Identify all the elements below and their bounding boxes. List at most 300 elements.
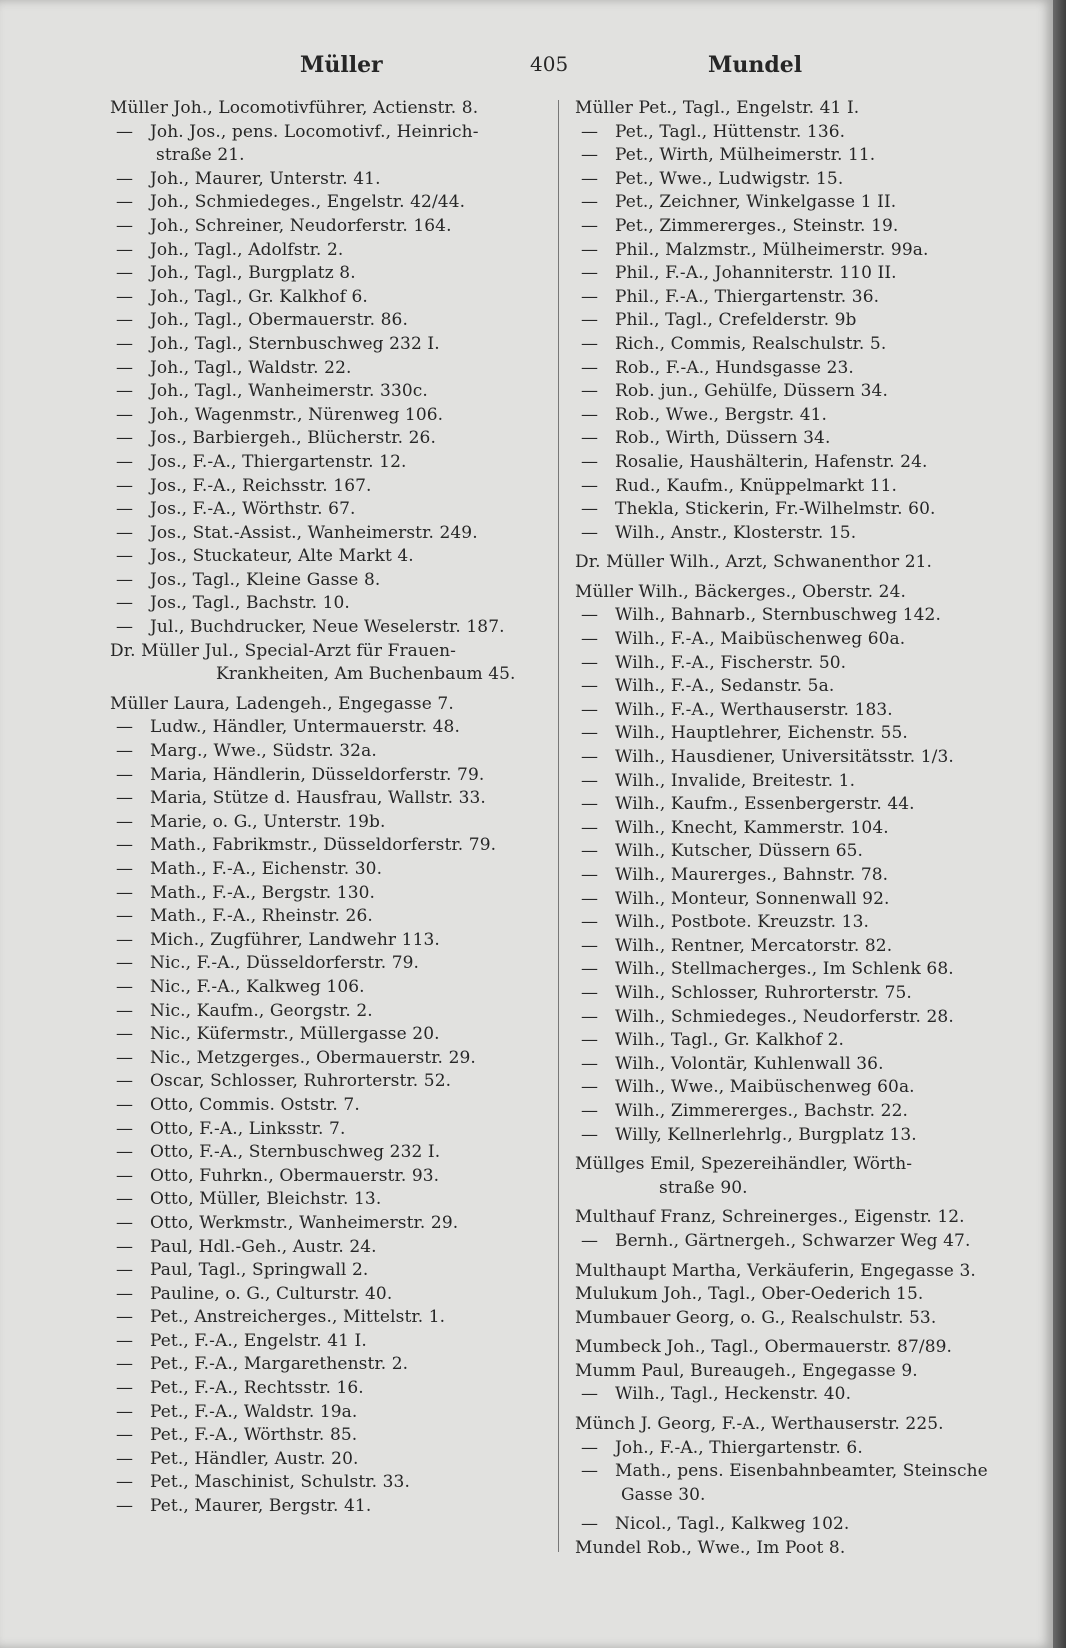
entry-text: Joh., Tagl., Obermauerstr. 86. bbox=[150, 310, 408, 331]
directory-entry bbox=[575, 427, 1013, 451]
entry-text: Rob., F.-A., Hundsgasse 23. bbox=[615, 357, 854, 378]
ditto-dash: — bbox=[116, 1142, 134, 1163]
directory-entry bbox=[110, 451, 550, 475]
entry-text: Joh., Tagl., Adolfstr. 2. bbox=[150, 239, 344, 260]
directory-entry bbox=[110, 1236, 550, 1260]
ditto-dash: — bbox=[116, 168, 134, 189]
directory-entry bbox=[110, 522, 550, 546]
entry-text: Wilh., Hauptlehrer, Eichenstr. 55. bbox=[615, 723, 908, 744]
ditto-dash: — bbox=[581, 1461, 599, 1482]
entry-text: Otto, Fuhrkn., Obermauerstr. 93. bbox=[150, 1165, 440, 1186]
entry-text: Phil., F.-A., Thiergartenstr. 36. bbox=[615, 286, 880, 307]
directory-entry bbox=[110, 1377, 550, 1401]
directory-entry bbox=[575, 652, 1013, 676]
ditto-dash: — bbox=[116, 192, 134, 213]
directory-entry bbox=[575, 699, 1013, 723]
ditto-dash: — bbox=[581, 381, 599, 402]
ditto-dash: — bbox=[581, 1030, 599, 1051]
directory-entry bbox=[110, 286, 550, 310]
directory-entry bbox=[110, 97, 550, 121]
entry-continuation: Krankheiten, Am Buchenbaum 45. bbox=[216, 664, 516, 685]
entry-text: Otto, Müller, Bleichstr. 13. bbox=[150, 1189, 382, 1210]
directory-entry bbox=[110, 1259, 550, 1283]
entry-text: Wilh., Schmiedeges., Neudorferstr. 28. bbox=[615, 1006, 954, 1027]
ditto-dash: — bbox=[581, 865, 599, 885]
entry-text: Wilh., Hausdiener, Universitätsstr. 1/3. bbox=[615, 747, 954, 768]
ditto-dash: — bbox=[581, 428, 599, 449]
directory-entry bbox=[575, 817, 1013, 841]
ditto-dash: — bbox=[581, 959, 599, 980]
directory-entry bbox=[110, 1330, 550, 1354]
ditto-dash: — bbox=[581, 1006, 599, 1027]
ditto-dash: — bbox=[581, 1100, 599, 1121]
ditto-dash: — bbox=[581, 168, 599, 189]
entry-text: Bernh., Gärtnergeh., Schwarzer Weg 47. bbox=[615, 1230, 971, 1251]
entry-text: Pet., Wwe., Ludwigstr. 15. bbox=[615, 168, 844, 189]
directory-entry bbox=[575, 840, 1013, 864]
entry-text: Phil., F.-A., Johanniterstr. 110 II. bbox=[615, 263, 897, 284]
left-column bbox=[110, 97, 550, 1519]
ditto-dash: — bbox=[581, 817, 599, 838]
directory-entry bbox=[110, 952, 550, 976]
directory-entry bbox=[575, 675, 1013, 699]
ditto-dash: — bbox=[116, 1212, 134, 1233]
ditto-dash: — bbox=[116, 1118, 134, 1139]
entry-text: Mich., Zugführer, Landwehr 113. bbox=[150, 929, 440, 950]
entry-text: Phil., Tagl., Crefelderstr. 9b bbox=[615, 310, 857, 331]
entry-text: Mumm Paul, Bureaugeh., Engegasse 9. bbox=[575, 1360, 918, 1381]
directory-entry bbox=[575, 309, 1013, 333]
entry-text: Phil., Malzmstr., Mülheimerstr. 99a. bbox=[615, 239, 929, 260]
entry-text: Joh., Maurer, Unterstr. 41. bbox=[150, 168, 381, 189]
ditto-dash: — bbox=[581, 1077, 599, 1098]
entry-text: Jos., Stuckateur, Alte Markt 4. bbox=[150, 546, 414, 567]
entry-text: Otto, F.-A., Sternbuschweg 232 I. bbox=[150, 1142, 441, 1163]
entry-text: Pet., F.-A., Engelstr. 41 I. bbox=[150, 1330, 367, 1351]
directory-entry bbox=[575, 722, 1013, 746]
entry-text: Joh., Schmiedeges., Engelstr. 42/44. bbox=[150, 192, 466, 213]
directory-entry bbox=[110, 404, 550, 428]
directory-entry bbox=[575, 1383, 1013, 1407]
directory-entry bbox=[110, 1495, 550, 1519]
entry-text: Joh., Tagl., Gr. Kalkhof 6. bbox=[150, 286, 368, 307]
entry-text: Müller Wilh., Bäckerges., Oberstr. 24. bbox=[575, 581, 907, 602]
directory-entry bbox=[110, 215, 550, 239]
directory-entry bbox=[110, 333, 550, 357]
ditto-dash: — bbox=[116, 381, 134, 402]
entry-text: Maria, Händlerin, Düsseldorferstr. 79. bbox=[150, 764, 485, 785]
entry-text: Joh. Jos., pens. Locomotivf., Heinrich- bbox=[150, 121, 479, 142]
entry-text: Jul., Buchdrucker, Neue Weselerstr. 187. bbox=[150, 617, 505, 638]
directory-entry bbox=[575, 144, 1013, 168]
ditto-dash: — bbox=[116, 1165, 134, 1186]
header-left-keyword: Müller bbox=[300, 52, 383, 78]
entry-text: Pet., Zeichner, Winkelgasse 1 II. bbox=[615, 192, 897, 213]
entry-text: Münch J. Georg, F.-A., Werthauserstr. 225. bbox=[575, 1414, 944, 1435]
entry-text: Mundel Rob., Wwe., Im Poot 8. bbox=[575, 1538, 846, 1559]
right-column bbox=[575, 97, 1013, 1561]
ditto-dash: — bbox=[116, 569, 134, 590]
directory-entry bbox=[110, 976, 550, 1000]
directory-entry bbox=[110, 1188, 550, 1212]
entry-text: Pet., F.-A., Margarethenstr. 2. bbox=[150, 1354, 409, 1375]
entry-continuation: straße 90. bbox=[659, 1177, 748, 1198]
directory-entry bbox=[110, 168, 550, 192]
ditto-dash: — bbox=[116, 1401, 134, 1422]
entry-text: Maria, Stütze d. Hausfrau, Wallstr. 33. bbox=[150, 788, 486, 809]
directory-entry bbox=[575, 770, 1013, 794]
entry-text: Joh., Wagenmstr., Nürenweg 106. bbox=[150, 404, 444, 425]
directory-entry bbox=[110, 693, 550, 717]
ditto-dash: — bbox=[116, 953, 134, 974]
entry-text: Wilh., F.-A., Sedanstr. 5a. bbox=[615, 676, 835, 697]
directory-entry bbox=[575, 451, 1013, 475]
ditto-dash: — bbox=[116, 428, 134, 449]
entry-text: Jos., Stat.-Assist., Wanheimerstr. 249. bbox=[150, 522, 478, 543]
entry-text: Marg., Wwe., Südstr. 32a. bbox=[150, 741, 377, 762]
entry-text: Joh., Tagl., Waldstr. 22. bbox=[150, 357, 352, 378]
directory-entry bbox=[575, 380, 1013, 404]
entry-text: Joh., Tagl., Sternbuschweg 232 I. bbox=[150, 333, 440, 354]
entry-text: Pet., Tagl., Hüttenstr. 136. bbox=[615, 121, 846, 142]
directory-entry bbox=[575, 1307, 1013, 1331]
directory-entry bbox=[110, 858, 550, 882]
entry-text: Pet., F.-A., Waldstr. 19a. bbox=[150, 1401, 358, 1422]
page-number: 405 bbox=[530, 52, 569, 76]
entry-text: Wilh., Zimmererges., Bachstr. 22. bbox=[615, 1100, 909, 1121]
ditto-dash: — bbox=[581, 263, 599, 284]
ditto-dash: — bbox=[116, 929, 134, 950]
ditto-dash: — bbox=[116, 1094, 134, 1115]
ditto-dash: — bbox=[581, 982, 599, 1003]
directory-entry bbox=[110, 1353, 550, 1377]
entry-text: Willy, Kellnerlehrlg., Burgplatz 13. bbox=[615, 1124, 917, 1145]
directory-entry bbox=[110, 427, 550, 451]
ditto-dash: — bbox=[116, 239, 134, 260]
entry-text: Paul, Hdl.-Geh., Austr. 24. bbox=[150, 1236, 377, 1257]
entry-text: Otto, Commis. Oststr. 7. bbox=[150, 1094, 360, 1115]
ditto-dash: — bbox=[116, 593, 134, 614]
directory-entry bbox=[110, 1141, 550, 1165]
directory-entry bbox=[110, 380, 550, 404]
entry-text: Nic., Metzgerges., Obermauerstr. 29. bbox=[150, 1047, 476, 1068]
entry-text: Multhauf Franz, Schreinerges., Eigenstr. 12. bbox=[575, 1207, 965, 1228]
entry-text: Math., F.-A., Eichenstr. 30. bbox=[150, 859, 383, 879]
entry-text: Wilh., Rentner, Mercatorstr. 82. bbox=[615, 935, 893, 956]
directory-entry bbox=[110, 834, 550, 858]
entry-text: Rich., Commis, Realschulstr. 5. bbox=[615, 333, 887, 354]
directory-entry bbox=[575, 522, 1013, 546]
directory-entry bbox=[110, 882, 550, 906]
entry-text: Müller Joh., Locomotivführer, Actienstr. 8. bbox=[110, 98, 479, 118]
entry-text: Müller Pet., Tagl., Engelstr. 41 I. bbox=[575, 98, 860, 118]
ditto-dash: — bbox=[116, 617, 134, 638]
entry-text: Pet., Händler, Austr. 20. bbox=[150, 1448, 359, 1469]
directory-entry bbox=[575, 604, 1013, 628]
ditto-dash: — bbox=[116, 1354, 134, 1375]
entry-text: Nic., Kaufm., Georgstr. 2. bbox=[150, 1000, 373, 1021]
entry-text: Joh., Tagl., Wanheimerstr. 330c. bbox=[150, 381, 428, 402]
ditto-dash: — bbox=[581, 192, 599, 213]
entry-text: Dr. Müller Wilh., Arzt, Schwanenthor 21. bbox=[575, 552, 933, 573]
entry-text: Wilh., Anstr., Klosterstr. 15. bbox=[615, 522, 857, 543]
ditto-dash: — bbox=[116, 522, 134, 543]
ditto-dash: — bbox=[116, 215, 134, 236]
page-edge bbox=[1053, 0, 1066, 1648]
ditto-dash: — bbox=[116, 286, 134, 307]
directory-entry bbox=[575, 498, 1013, 522]
directory-entry bbox=[110, 545, 550, 569]
directory-entry bbox=[575, 581, 1013, 605]
entry-text: Wilh., Bahnarb., Sternbuschweg 142. bbox=[615, 605, 941, 626]
directory-entry bbox=[110, 929, 550, 953]
ditto-dash: — bbox=[116, 1307, 134, 1328]
ditto-dash: — bbox=[581, 239, 599, 260]
directory-entry bbox=[575, 1413, 1013, 1437]
entry-text: Rosalie, Haushälterin, Hafenstr. 24. bbox=[615, 451, 928, 472]
entry-text: Wilh., F.-A., Maibüschenweg 60a. bbox=[615, 629, 906, 650]
entry-text: Math., pens. Eisenbahnbeamter, Steinsche bbox=[615, 1461, 988, 1482]
directory-entry bbox=[110, 1023, 550, 1047]
ditto-dash: — bbox=[581, 794, 599, 815]
directory-entry bbox=[575, 1360, 1013, 1384]
directory-entry bbox=[110, 121, 550, 168]
ditto-dash: — bbox=[581, 475, 599, 496]
directory-entry bbox=[110, 787, 550, 811]
directory-entry bbox=[575, 1537, 1013, 1561]
directory-entry bbox=[110, 191, 550, 215]
entry-text: Pet., Maurer, Bergstr. 41. bbox=[150, 1496, 372, 1517]
entry-text: Jos., F.-A., Thiergartenstr. 12. bbox=[150, 451, 407, 472]
ditto-dash: — bbox=[116, 1448, 134, 1469]
entry-text: Pauline, o. G., Culturstr. 40. bbox=[150, 1283, 393, 1304]
directory-entry bbox=[575, 1336, 1013, 1360]
entry-text: Rob., Wirth, Düssern 34. bbox=[615, 428, 831, 449]
directory-entry bbox=[110, 357, 550, 381]
directory-entry bbox=[575, 191, 1013, 215]
directory-entry bbox=[575, 1460, 1013, 1507]
ditto-dash: — bbox=[116, 451, 134, 472]
entry-text: Nic., Küfermstr., Müllergasse 20. bbox=[150, 1024, 440, 1045]
directory-entry bbox=[575, 1053, 1013, 1077]
ditto-dash: — bbox=[581, 1124, 599, 1145]
entry-text: Joh., F.-A., Thiergartenstr. 6. bbox=[615, 1437, 863, 1458]
entry-text: Rob. jun., Gehülfe, Düssern 34. bbox=[615, 381, 888, 402]
ditto-dash: — bbox=[116, 1425, 134, 1446]
directory-entry bbox=[110, 640, 550, 687]
entry-continuation: straße 21. bbox=[156, 145, 245, 166]
entry-text: Pet., Anstreicherges., Mittelstr. 1. bbox=[150, 1307, 446, 1328]
ditto-dash: — bbox=[116, 546, 134, 567]
directory-entry bbox=[110, 309, 550, 333]
ditto-dash: — bbox=[581, 676, 599, 697]
directory-entry bbox=[575, 168, 1013, 192]
entry-text: Math., F.-A., Rheinstr. 26. bbox=[150, 906, 373, 927]
entry-text: Jos., Tagl., Bachstr. 10. bbox=[150, 593, 350, 614]
ditto-dash: — bbox=[581, 404, 599, 425]
ditto-dash: — bbox=[116, 1236, 134, 1257]
ditto-dash: — bbox=[581, 935, 599, 956]
directory-entry bbox=[575, 628, 1013, 652]
directory-entry bbox=[575, 1153, 1013, 1200]
ditto-dash: — bbox=[116, 1000, 134, 1021]
directory-entry bbox=[575, 286, 1013, 310]
directory-entry bbox=[575, 215, 1013, 239]
directory-entry bbox=[110, 239, 550, 263]
ditto-dash: — bbox=[116, 1472, 134, 1493]
ditto-dash: — bbox=[116, 788, 134, 809]
entry-continuation: Gasse 30. bbox=[621, 1484, 706, 1505]
ditto-dash: — bbox=[116, 741, 134, 762]
directory-entry bbox=[110, 1000, 550, 1024]
ditto-dash: — bbox=[581, 215, 599, 236]
ditto-dash: — bbox=[581, 1053, 599, 1074]
entry-text: Müllges Emil, Spezereihändler, Wörth- bbox=[575, 1154, 913, 1175]
ditto-dash: — bbox=[116, 333, 134, 354]
ditto-dash: — bbox=[581, 1514, 599, 1535]
entry-text: Jos., Tagl., Kleine Gasse 8. bbox=[150, 569, 381, 590]
ditto-dash: — bbox=[581, 145, 599, 166]
ditto-dash: — bbox=[116, 1330, 134, 1351]
directory-entry bbox=[575, 1100, 1013, 1124]
ditto-dash: — bbox=[116, 835, 134, 856]
directory-entry bbox=[575, 958, 1013, 982]
directory-entry bbox=[575, 262, 1013, 286]
entry-text: Math., Fabrikmstr., Düsseldorferstr. 79. bbox=[150, 835, 497, 856]
directory-entry bbox=[575, 1283, 1013, 1307]
ditto-dash: — bbox=[116, 1024, 134, 1045]
directory-entry bbox=[575, 97, 1013, 121]
ditto-dash: — bbox=[116, 976, 134, 997]
directory-entry bbox=[110, 764, 550, 788]
directory-entry bbox=[110, 475, 550, 499]
entry-text: Paul, Tagl., Springwall 2. bbox=[150, 1260, 369, 1281]
directory-entry bbox=[110, 740, 550, 764]
directory-entry bbox=[110, 811, 550, 835]
entry-text: Joh., Schreiner, Neudorferstr. 164. bbox=[150, 215, 452, 236]
ditto-dash: — bbox=[116, 764, 134, 785]
directory-entry bbox=[110, 1283, 550, 1307]
entry-text: Wilh., Invalide, Breitestr. 1. bbox=[615, 770, 856, 791]
entry-text: Pet., Wirth, Mülheimerstr. 11. bbox=[615, 145, 876, 166]
ditto-dash: — bbox=[581, 310, 599, 331]
ditto-dash: — bbox=[581, 912, 599, 933]
entry-text: Rob., Wwe., Bergstr. 41. bbox=[615, 404, 828, 425]
ditto-dash: — bbox=[581, 121, 599, 142]
directory-entry bbox=[110, 1471, 550, 1495]
entry-text: Wilh., Maurerges., Bahnstr. 78. bbox=[615, 865, 889, 885]
ditto-dash: — bbox=[581, 1230, 599, 1251]
ditto-dash: — bbox=[116, 1260, 134, 1281]
ditto-dash: — bbox=[581, 286, 599, 307]
ditto-dash: — bbox=[581, 888, 599, 909]
directory-entry bbox=[110, 1401, 550, 1425]
page-header bbox=[0, 44, 1053, 84]
entry-text: Wilh., Knecht, Kammerstr. 104. bbox=[615, 817, 889, 838]
entry-text: Wilh., Kaufm., Essenbergerstr. 44. bbox=[615, 794, 915, 815]
entry-text: Wilh., Stellmacherges., Im Schlenk 68. bbox=[615, 959, 954, 980]
directory-entry bbox=[110, 1165, 550, 1189]
entry-text: Wilh., Tagl., Gr. Kalkhof 2. bbox=[615, 1030, 845, 1051]
directory-entry bbox=[575, 239, 1013, 263]
directory-entry bbox=[575, 121, 1013, 145]
directory-entry bbox=[110, 262, 550, 286]
entry-text: Wilh., Monteur, Sonnenwall 92. bbox=[615, 888, 890, 909]
ditto-dash: — bbox=[116, 121, 134, 142]
directory-entry bbox=[110, 905, 550, 929]
directory-entry bbox=[575, 1029, 1013, 1053]
directory-entry bbox=[110, 1306, 550, 1330]
entry-text: Wilh., Kutscher, Düssern 65. bbox=[615, 841, 864, 862]
entry-text: Wilh., Postbote. Kreuzstr. 13. bbox=[615, 912, 870, 933]
directory-entry bbox=[575, 935, 1013, 959]
entry-text: Wilh., F.-A., Werthauserstr. 183. bbox=[615, 699, 893, 720]
entry-text: Pet., Zimmererges., Steinstr. 19. bbox=[615, 215, 899, 236]
directory-entry bbox=[575, 475, 1013, 499]
entry-text: Math., F.-A., Bergstr. 130. bbox=[150, 882, 376, 903]
ditto-dash: — bbox=[116, 1071, 134, 1092]
ditto-dash: — bbox=[116, 499, 134, 520]
header-right-keyword: Mundel bbox=[708, 52, 803, 78]
entry-text: Jos., F.-A., Wörthstr. 67. bbox=[150, 499, 356, 520]
entry-text: Wilh., Wwe., Maibüschenweg 60a. bbox=[615, 1077, 915, 1098]
directory-entry bbox=[110, 1047, 550, 1071]
directory-entry bbox=[575, 357, 1013, 381]
entry-text: Nic., F.-A., Düsseldorferstr. 79. bbox=[150, 953, 420, 974]
entry-text: Joh., Tagl., Burgplatz 8. bbox=[150, 263, 356, 284]
directory-entry bbox=[110, 498, 550, 522]
ditto-dash: — bbox=[116, 717, 134, 738]
directory-entry bbox=[110, 569, 550, 593]
directory-entry bbox=[110, 1070, 550, 1094]
ditto-dash: — bbox=[581, 770, 599, 791]
directory-entry bbox=[110, 1094, 550, 1118]
directory-entry bbox=[575, 746, 1013, 770]
ditto-dash: — bbox=[581, 522, 599, 543]
directory-entry bbox=[575, 864, 1013, 888]
directory-entry bbox=[575, 793, 1013, 817]
ditto-dash: — bbox=[581, 357, 599, 378]
entry-text: Jos., F.-A., Reichsstr. 167. bbox=[150, 475, 372, 496]
ditto-dash: — bbox=[581, 652, 599, 673]
entry-text: Mumbauer Georg, o. G., Realschulstr. 53. bbox=[575, 1307, 937, 1328]
directory-entry bbox=[575, 1076, 1013, 1100]
ditto-dash: — bbox=[116, 1189, 134, 1210]
ditto-dash: — bbox=[581, 629, 599, 650]
ditto-dash: — bbox=[116, 811, 134, 832]
ditto-dash: — bbox=[581, 723, 599, 744]
directory-entry bbox=[575, 1230, 1013, 1254]
directory-entry bbox=[110, 1424, 550, 1448]
entry-text: Pet., F.-A., Wörthstr. 85. bbox=[150, 1425, 358, 1446]
ditto-dash: — bbox=[116, 263, 134, 284]
entry-text: Oscar, Schlosser, Ruhrorterstr. 52. bbox=[150, 1071, 452, 1092]
entry-text: Mulukum Joh., Tagl., Ober-Oederich 15. bbox=[575, 1284, 924, 1305]
directory-entry bbox=[110, 1212, 550, 1236]
directory-entry bbox=[575, 404, 1013, 428]
entry-text: Mumbeck Joh., Tagl., Obermauerstr. 87/89. bbox=[575, 1337, 953, 1358]
ditto-dash: — bbox=[116, 357, 134, 378]
ditto-dash: — bbox=[581, 699, 599, 720]
directory-entry bbox=[575, 333, 1013, 357]
entry-text: Wilh., Schlosser, Ruhrorterstr. 75. bbox=[615, 982, 912, 1003]
directory-entry bbox=[575, 1513, 1013, 1537]
directory-entry bbox=[575, 1437, 1013, 1461]
entry-text: Wilh., Tagl., Heckenstr. 40. bbox=[615, 1384, 852, 1405]
entry-text: Nic., F.-A., Kalkweg 106. bbox=[150, 976, 365, 997]
entry-text: Thekla, Stickerin, Fr.-Wilhelmstr. 60. bbox=[615, 499, 936, 520]
ditto-dash: — bbox=[581, 605, 599, 626]
